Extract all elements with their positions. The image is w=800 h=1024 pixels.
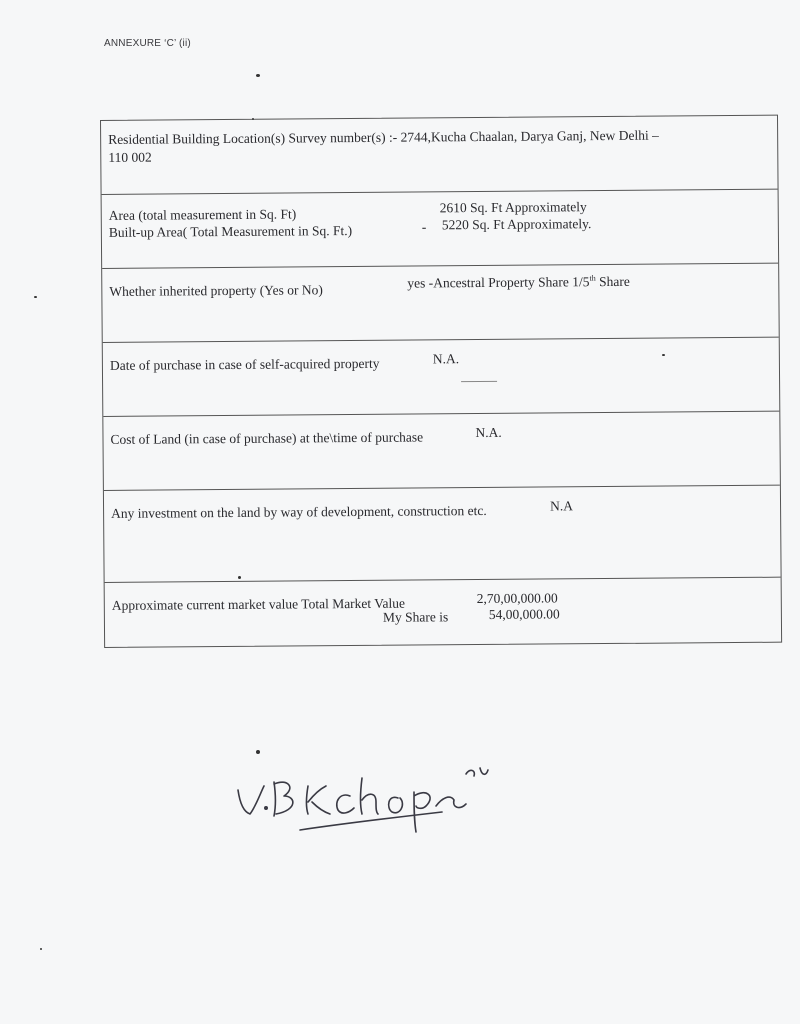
scan-speck [252, 118, 254, 120]
purchase-date-label: Date of purchase in case of self-acquired property [109, 355, 380, 373]
row-investment [104, 486, 781, 583]
location-label: Residential Building Location(s) Survey number(s) :- 2744,Kucha Chaalan, Darya Ganj, New Delhi – [108, 127, 659, 147]
scan-speck [662, 354, 665, 356]
handwritten-signature [230, 748, 500, 838]
inherited-value-sup: th [589, 273, 596, 283]
market-value-label: Approximate current market value Total Market Value [111, 595, 406, 613]
inherited-label: Whether inherited property (Yes or No) [109, 282, 323, 299]
market-value-amount: 2,70,00,000.00 [476, 590, 558, 607]
location-label-cont: 110 002 [108, 149, 152, 165]
share-label: My Share is [382, 609, 449, 625]
underline-mark [461, 381, 497, 382]
inherited-value-main: yes -Ancestral Property Share 1/5 [407, 274, 590, 291]
inherited-value [407, 273, 630, 292]
scan-speck [256, 74, 260, 77]
row-cost [103, 412, 780, 491]
scan-speck [40, 948, 42, 950]
row-area [102, 190, 779, 269]
property-details-table [100, 115, 782, 648]
investment-label: Any investment on the land by way of development, construction etc. [111, 502, 487, 521]
share-amount: 54,00,000.00 [488, 606, 560, 622]
builtup-dash: - [421, 219, 427, 235]
scan-speck [238, 576, 241, 579]
row-location [101, 116, 778, 195]
row-inherited [102, 264, 779, 343]
investment-value: N.A [549, 498, 573, 514]
area-label: Area (total measurement in Sq. Ft) [108, 206, 297, 223]
row-market-value [105, 578, 781, 647]
area-value: 2610 Sq. Ft Approximately [439, 199, 587, 216]
scan-speck [34, 296, 37, 298]
builtup-value: 5220 Sq. Ft Approximately. [441, 216, 592, 233]
row-purchase-date [103, 338, 780, 417]
purchase-date-value: N.A. [432, 351, 460, 367]
builtup-label: Built-up Area( Total Measurement in Sq. Ft.) [108, 223, 353, 240]
cost-label: Cost of Land (in case of purchase) at the\time of purchase [110, 429, 424, 447]
cost-value: N.A. [475, 424, 502, 441]
inherited-value-post: Share [595, 273, 630, 290]
scan-speck [256, 750, 260, 754]
annexure-heading: ANNEXURE ‘C’ (ii) [104, 38, 191, 49]
